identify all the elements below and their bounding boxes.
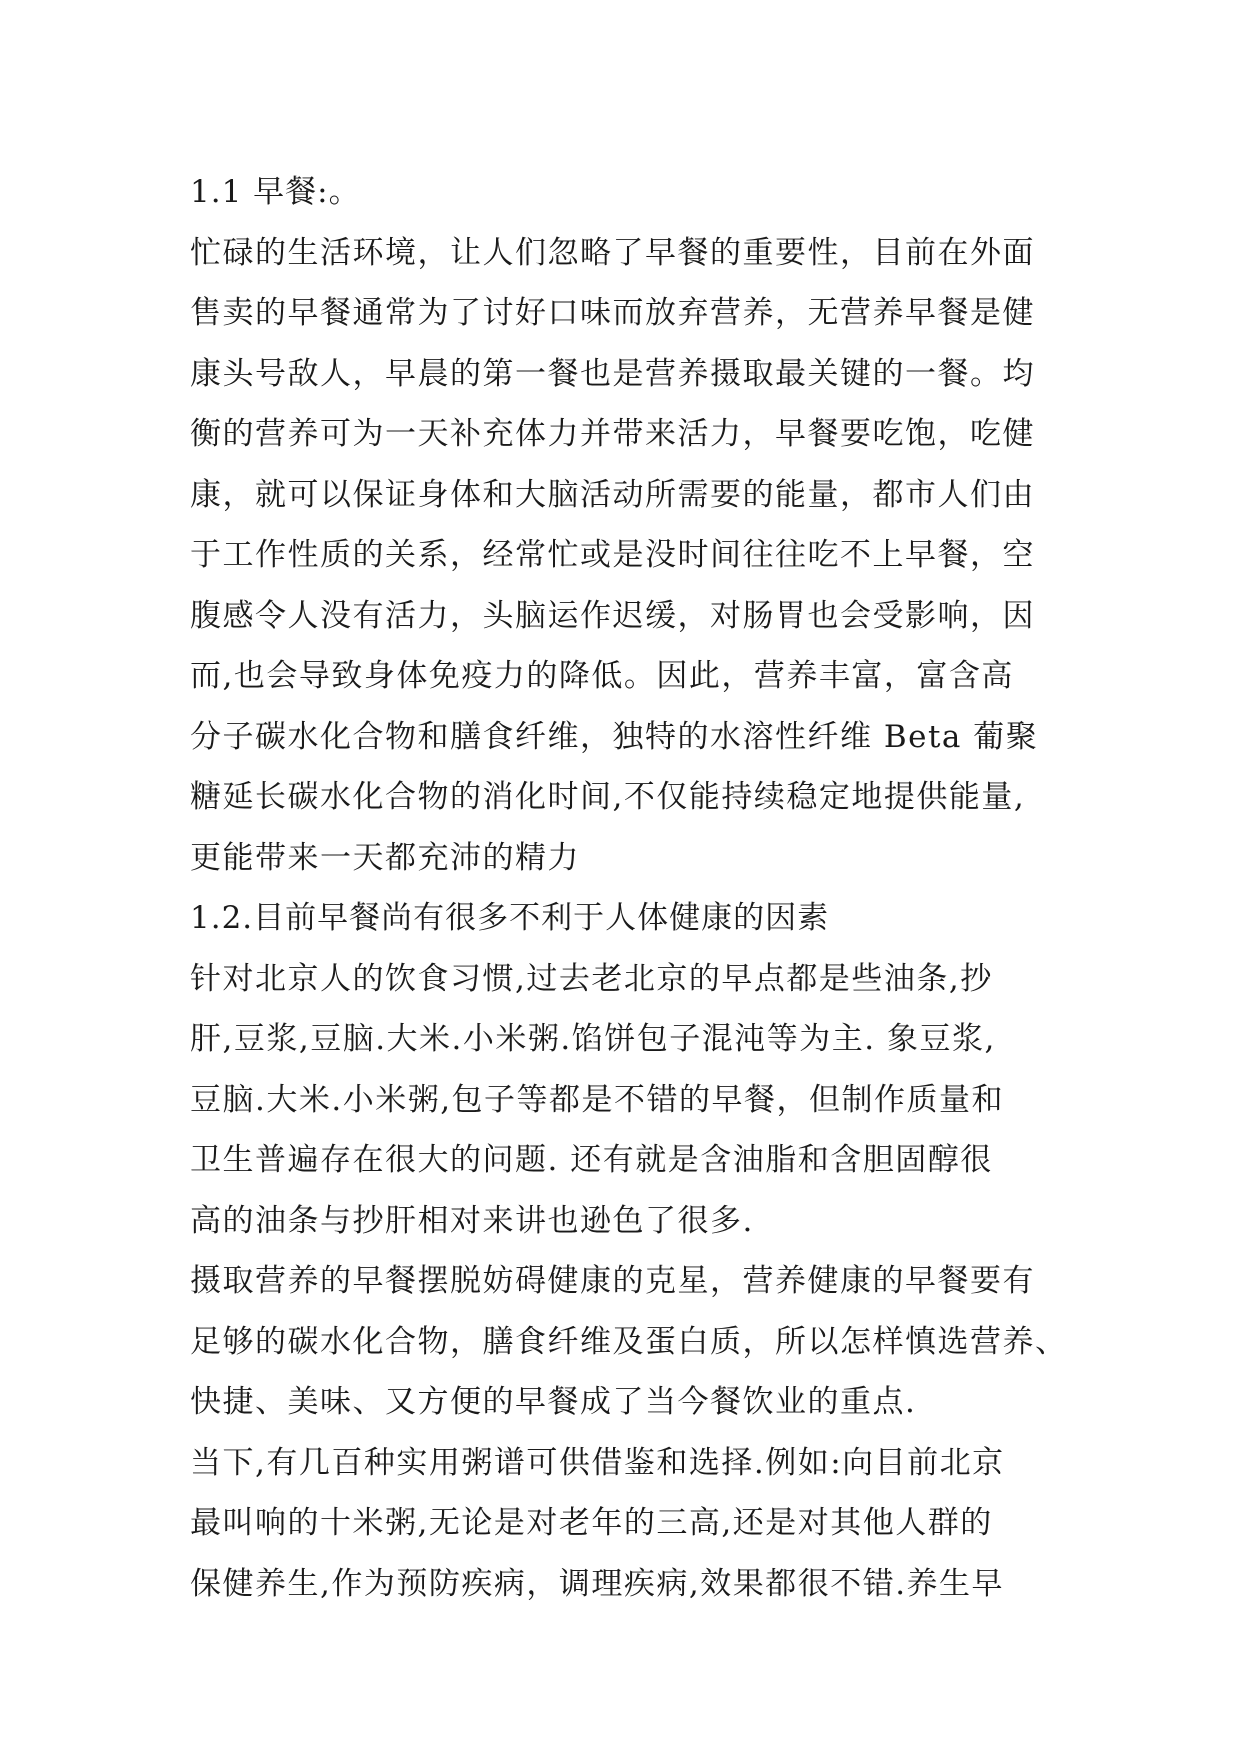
document-body	[190, 162, 1068, 1614]
paragraph-line: 肝,豆浆,豆脑.大米.小米粥.馅饼包子混沌等为主. 象豆浆,	[190, 1021, 996, 1057]
paragraph-line: 豆脑.大米.小米粥,包子等都是不错的早餐，但制作质量和	[190, 1081, 1005, 1118]
paragraph-line: 康头号敌人，早晨的第一餐也是营养摄取最关键的一餐。均	[190, 355, 1035, 392]
paragraph-line: 售卖的早餐通常为了讨好口味而放弃营养，无营养早餐是健	[190, 295, 1035, 331]
paragraph-line: 当下,有几百种实用粥谱可供借鉴和选择.例如:向目前北京	[190, 1444, 1005, 1481]
section-heading-1-1: 1.1 早餐:。	[190, 174, 361, 210]
paragraph-line: 最叫响的十米粥,无论是对老年的三高,还是对其他人群的	[190, 1505, 993, 1541]
paragraph-porridge-recipes	[190, 1433, 1060, 1615]
paragraph-line: 分子碳水化合物和膳食纤维，独特的水溶性纤维 Beta 葡聚	[190, 718, 1039, 755]
paragraph-line: 快捷、美味、又方便的早餐成了当今餐饮业的重点.	[190, 1384, 917, 1420]
paragraph-breakfast-intro	[190, 223, 1060, 889]
paragraph-line: 卫生普遍存在很大的问题. 还有就是含油脂和含胆固醇很	[190, 1142, 993, 1178]
paragraph-line: 衡的营养可为一天补充体力并带来活力，早餐要吃饱，吃健	[190, 416, 1035, 452]
paragraph-line: 腹感令人没有活力，头脑运作迟缓，对肠胃也会受影响，因	[190, 597, 1035, 634]
section-heading-1-2: 1.2.目前早餐尚有很多不利于人体健康的因素	[190, 900, 830, 936]
paragraph-nutrition-needs	[190, 1251, 1068, 1433]
paragraph-line: 摄取营养的早餐摆脱妨碍健康的克星，营养健康的早餐要有	[190, 1263, 1035, 1299]
paragraph-line: 忙碌的生活环境，让人们忽略了早餐的重要性，目前在外面	[190, 234, 1035, 271]
paragraph-line: 足够的碳水化合物，膳食纤维及蛋白质，所以怎样慎选营养、	[190, 1323, 1068, 1360]
paragraph-line: 更能带来一天都充沛的精力	[190, 839, 580, 876]
paragraph-line: 针对北京人的饮食习惯,过去老北京的早点都是些油条,抄	[190, 960, 993, 997]
paragraph-beijing-breakfast	[190, 949, 1060, 1252]
paragraph-line: 而,也会导致身体免疫力的降低。因此，营养丰富，富含高	[190, 658, 1014, 694]
paragraph-line: 康，就可以保证身体和大脑活动所需要的能量，都市人们由	[190, 476, 1035, 513]
paragraph-line: 糖延长碳水化合物的消化时间,不仅能持续稳定地提供能量,	[190, 779, 1026, 815]
paragraph-line: 保健养生,作为预防疾病，调理疾病,效果都很不错.养生早	[190, 1565, 1005, 1602]
paragraph-line: 高的油条与抄肝相对来讲也逊色了很多.	[190, 1202, 754, 1239]
paragraph-line: 于工作性质的关系，经常忙或是没时间往往吃不上早餐，空	[190, 537, 1035, 573]
